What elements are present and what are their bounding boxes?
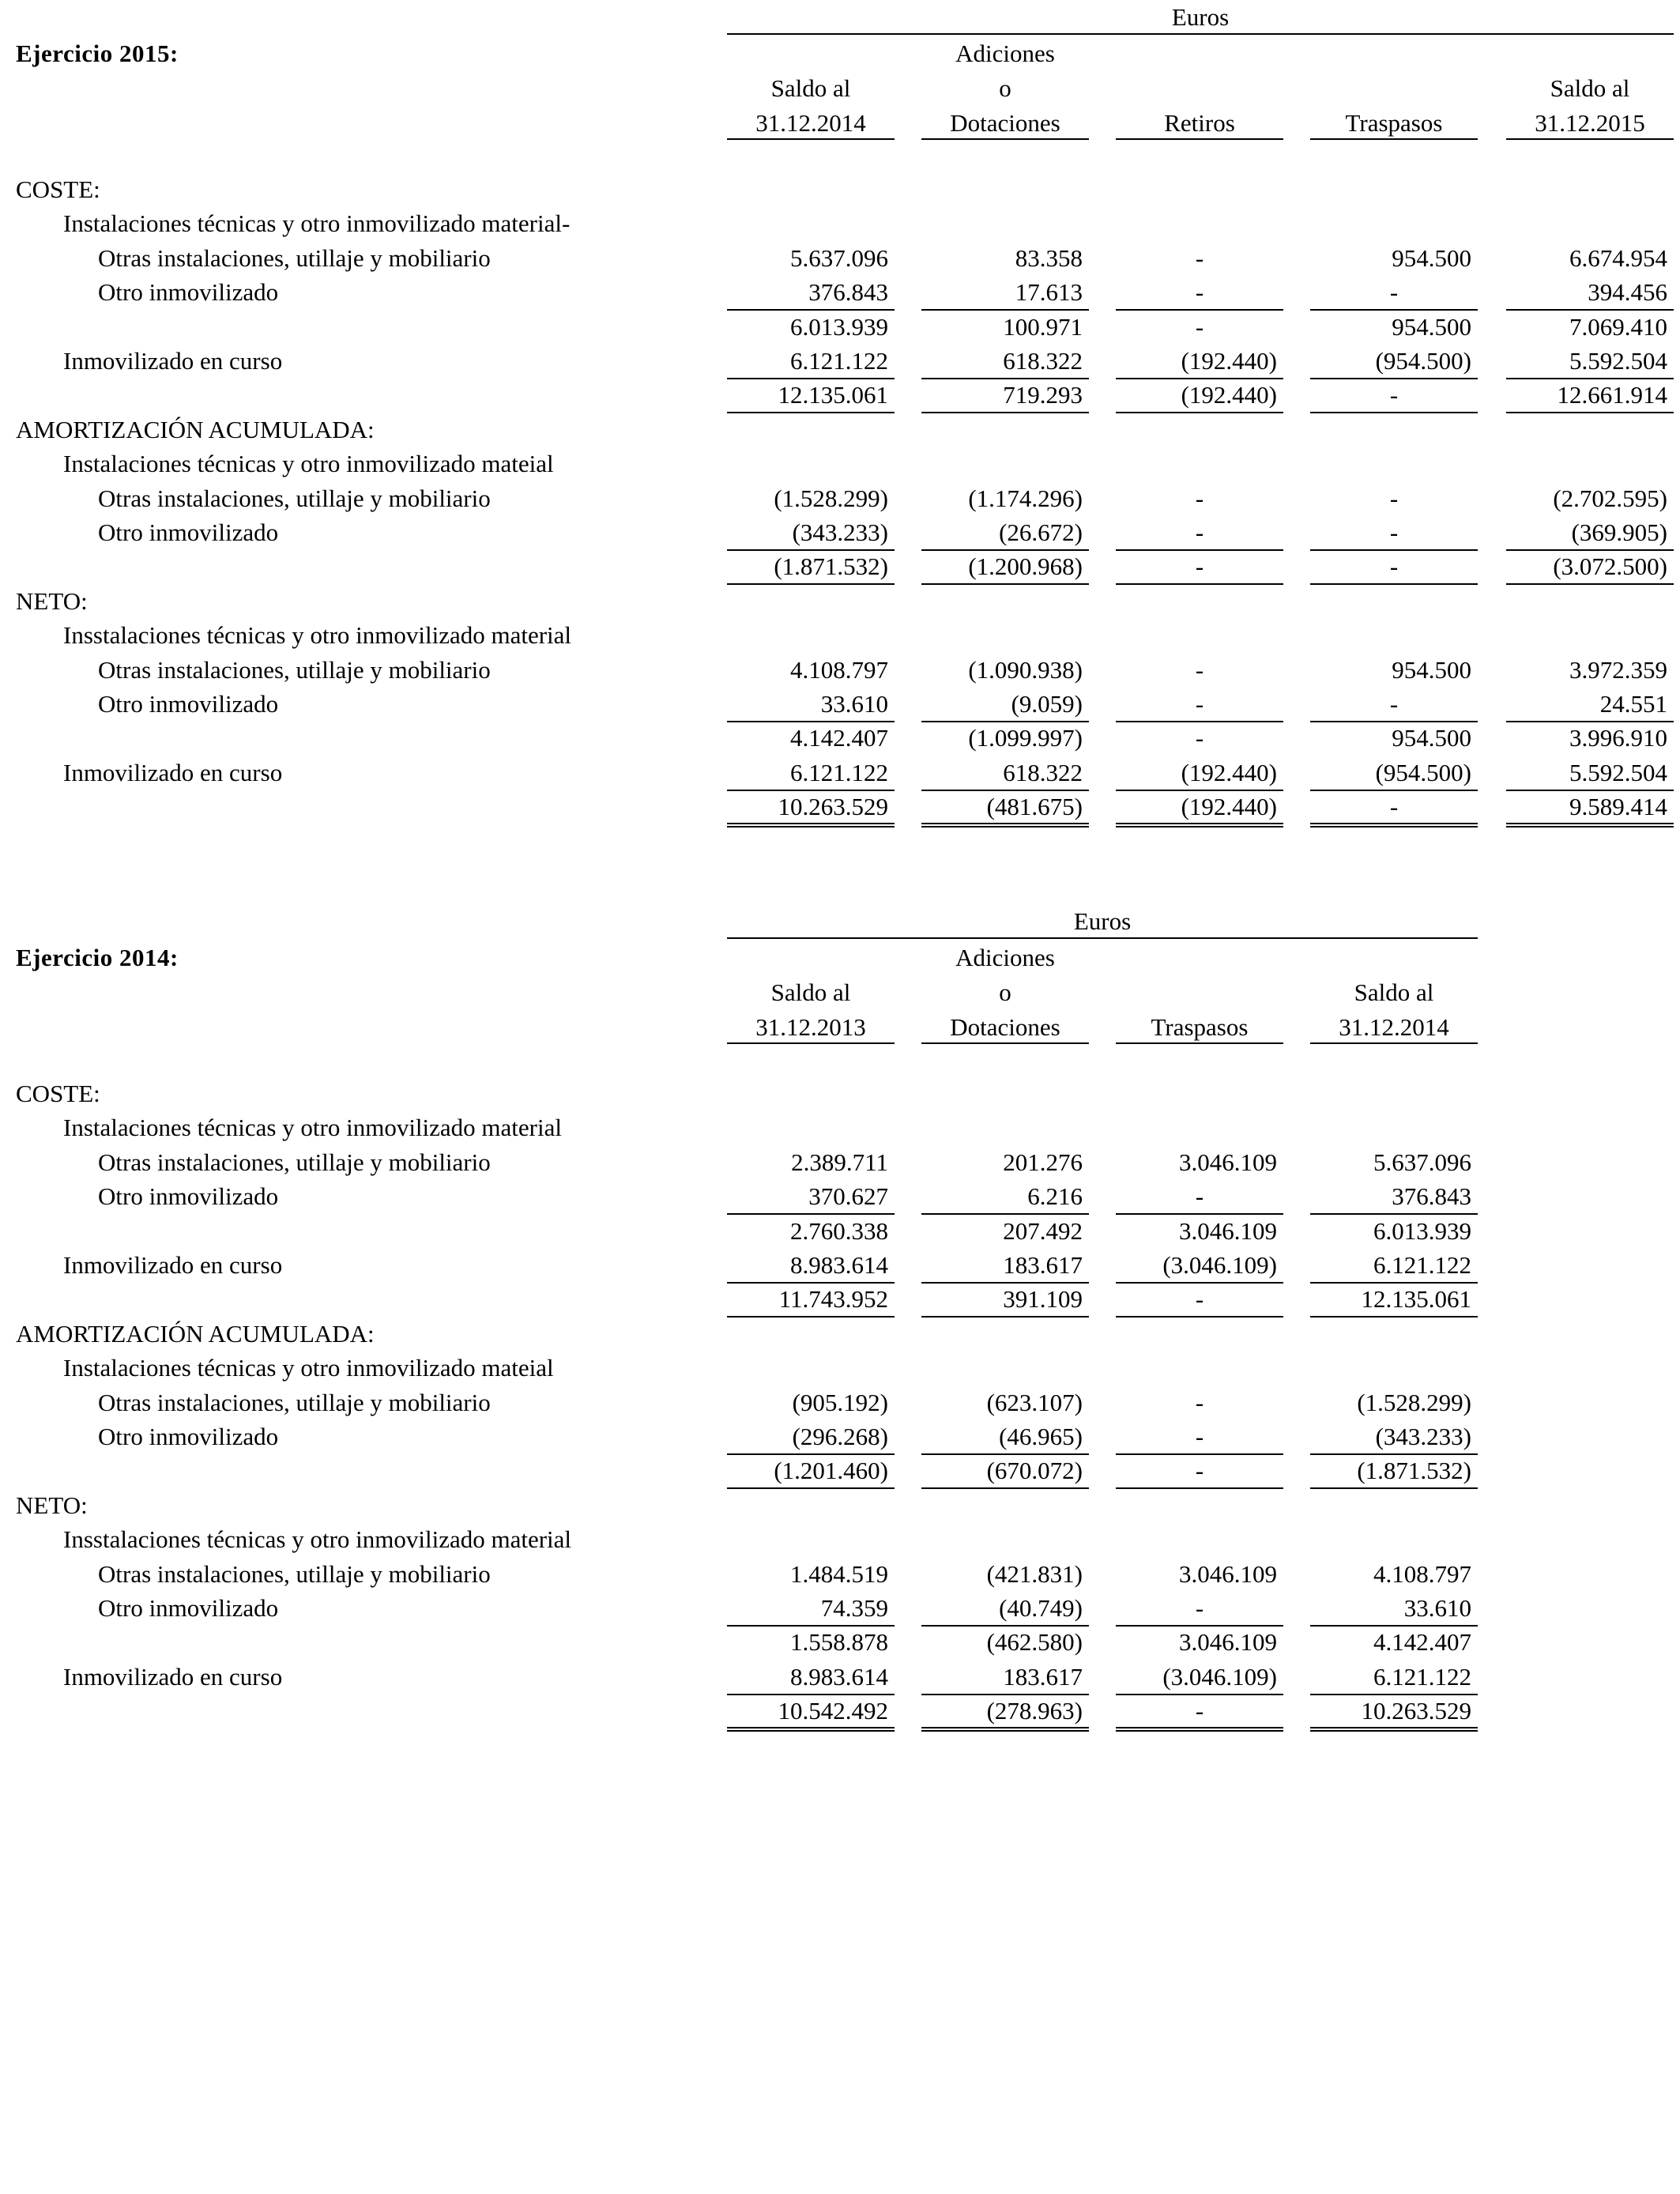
cell-value: - xyxy=(1195,484,1204,512)
section-title: Ejercicio 2015: xyxy=(16,40,179,67)
cell-underline xyxy=(727,412,895,413)
cell-value: (192.440) xyxy=(1181,793,1277,821)
column-header-line: Adiciones xyxy=(955,944,1055,971)
column-header-underline xyxy=(727,1042,895,1044)
cell-value: 17.613 xyxy=(1015,278,1083,307)
cell-value: - xyxy=(1389,278,1399,307)
cell-underline xyxy=(1116,583,1283,585)
cell-value: 5.592.504 xyxy=(1569,758,1667,786)
cell-value: (9.059) xyxy=(1011,690,1083,718)
cell-value: (46.965) xyxy=(999,1423,1083,1450)
cell-value: 954.500 xyxy=(1392,243,1471,272)
cell-value: 618.322 xyxy=(1003,347,1083,375)
column-header-line: Saldo al xyxy=(1550,74,1630,102)
cell-value: 10.263.529 xyxy=(1361,1697,1471,1725)
cell-value: 1.484.519 xyxy=(790,1559,888,1588)
cell-value: 6.121.122 xyxy=(1373,1662,1471,1691)
cell-value: 5.592.504 xyxy=(1569,347,1667,375)
cell-value: 4.142.407 xyxy=(790,724,888,752)
cell-value: - xyxy=(1195,1285,1204,1314)
cell-underline xyxy=(921,412,1089,413)
cell-value: (1.528.299) xyxy=(774,484,888,512)
cell-value: - xyxy=(1195,518,1204,546)
row-label: Otro inmovilizado xyxy=(98,1423,279,1450)
column-header-underline xyxy=(1116,1042,1283,1044)
cell-value: - xyxy=(1389,690,1399,718)
row-heading: Insstalaciones técnicas y otro inmovilizado material xyxy=(63,621,572,650)
cell-value: 5.637.096 xyxy=(790,243,888,272)
cell-value: 370.627 xyxy=(808,1182,888,1211)
row-label: Otras instalaciones, utillaje y mobiliario xyxy=(98,1559,491,1588)
cell-underline xyxy=(1116,1487,1283,1489)
cell-underline xyxy=(727,583,895,585)
currency-header-rule xyxy=(727,937,1478,939)
cell-value: 10.542.492 xyxy=(778,1697,888,1725)
cell-value: (1.871.532) xyxy=(1357,1457,1471,1485)
cell-value: 6.121.122 xyxy=(790,347,888,375)
cell-underline xyxy=(1116,1316,1283,1318)
column-header-line: Traspasos xyxy=(1345,109,1443,137)
cell-value: - xyxy=(1195,655,1204,684)
cell-double-underline xyxy=(1310,1727,1478,1732)
cell-value: - xyxy=(1195,1182,1204,1211)
cell-value: 33.610 xyxy=(1403,1594,1471,1622)
cell-value: (3.072.500) xyxy=(1553,552,1667,581)
cell-value: - xyxy=(1195,1388,1204,1416)
cell-value: 183.617 xyxy=(1003,1251,1083,1279)
cell-underline xyxy=(921,583,1089,585)
cell-value: (462.580) xyxy=(986,1628,1083,1657)
cell-value: (369.905) xyxy=(1571,518,1667,546)
row-heading: Instalaciones técnicas y otro inmovilizado material xyxy=(63,1114,562,1142)
row-label: Otro inmovilizado xyxy=(98,690,279,718)
currency-header: Euros xyxy=(1171,3,1230,31)
section-title: Ejercicio 2014: xyxy=(16,944,179,971)
row-label: Inmovilizado en curso xyxy=(63,758,283,786)
cell-value: 207.492 xyxy=(1003,1216,1083,1245)
row-heading: Insstalaciones técnicas y otro inmovilizado material xyxy=(63,1525,572,1554)
cell-value: (623.107) xyxy=(986,1388,1083,1416)
cell-value: - xyxy=(1195,1697,1204,1725)
cell-underline xyxy=(727,1487,895,1489)
cell-value: (954.500) xyxy=(1375,758,1471,786)
cell-underline xyxy=(1310,1316,1478,1318)
cell-value: 11.743.952 xyxy=(778,1285,888,1314)
cell-value: (192.440) xyxy=(1181,381,1277,409)
cell-value: 183.617 xyxy=(1003,1662,1083,1691)
row-heading: AMORTIZACIÓN ACUMULADA: xyxy=(16,415,375,443)
cell-value: (192.440) xyxy=(1181,347,1277,375)
row-heading: AMORTIZACIÓN ACUMULADA: xyxy=(16,1319,375,1348)
cell-value: (2.702.595) xyxy=(1553,484,1667,512)
row-label: Otro inmovilizado xyxy=(98,1594,279,1622)
cell-value: 1.558.878 xyxy=(790,1628,888,1657)
cell-value: - xyxy=(1195,1594,1204,1622)
row-heading: COSTE: xyxy=(16,1080,100,1107)
row-label: Otro inmovilizado xyxy=(98,518,279,546)
column-header-line: Traspasos xyxy=(1151,1013,1249,1041)
cell-value: (1.528.299) xyxy=(1357,1388,1471,1416)
cell-value: 74.359 xyxy=(820,1594,888,1622)
cell-value: 391.109 xyxy=(1003,1285,1083,1314)
column-header-line: Saldo al xyxy=(1354,978,1434,1006)
row-heading: Instalaciones técnicas y otro inmovilizado material- xyxy=(63,209,571,238)
cell-value: 5.637.096 xyxy=(1373,1148,1471,1176)
cell-value: 12.135.061 xyxy=(778,381,888,409)
cell-value: 6.013.939 xyxy=(1373,1216,1471,1245)
cell-value: (1.201.460) xyxy=(774,1457,888,1485)
cell-underline xyxy=(1310,1487,1478,1489)
cell-value: (1.099.997) xyxy=(968,724,1083,752)
cell-underline xyxy=(1310,412,1478,413)
cell-value: 4.108.797 xyxy=(790,655,888,684)
cell-value: 719.293 xyxy=(1003,381,1083,409)
row-label: Inmovilizado en curso xyxy=(63,1662,283,1691)
cell-double-underline xyxy=(1310,823,1478,827)
cell-value: (670.072) xyxy=(986,1457,1083,1485)
row-label: Otras instalaciones, utillaje y mobiliario xyxy=(98,243,491,272)
cell-value: - xyxy=(1389,381,1399,409)
cell-value: - xyxy=(1195,1457,1204,1485)
cell-value: 12.661.914 xyxy=(1557,381,1667,409)
row-label: Inmovilizado en curso xyxy=(63,347,283,375)
cell-value: 7.069.410 xyxy=(1569,312,1667,341)
cell-value: 4.142.407 xyxy=(1373,1628,1471,1657)
cell-value: (421.831) xyxy=(986,1559,1083,1588)
cell-value: 376.843 xyxy=(808,278,888,307)
cell-value: 2.760.338 xyxy=(790,1216,888,1245)
cell-double-underline xyxy=(1506,823,1674,827)
cell-value: (343.233) xyxy=(792,518,888,546)
cell-value: (905.192) xyxy=(792,1388,888,1416)
cell-value: (481.675) xyxy=(986,793,1083,821)
cell-value: 2.389.711 xyxy=(791,1148,888,1176)
column-header-line: 31.12.2015 xyxy=(1535,109,1645,137)
row-label: Otras instalaciones, utillaje y mobiliario xyxy=(98,484,491,512)
column-header-underline xyxy=(1506,138,1674,140)
column-header-line: o xyxy=(999,74,1011,102)
column-header-line: 31.12.2013 xyxy=(755,1013,866,1041)
cell-underline xyxy=(1506,583,1674,585)
row-label: Otras instalaciones, utillaje y mobiliario xyxy=(98,1148,491,1176)
cell-value: - xyxy=(1389,518,1399,546)
row-heading: COSTE: xyxy=(16,175,100,203)
cell-value: 954.500 xyxy=(1392,655,1471,684)
cell-double-underline xyxy=(727,1727,895,1732)
cell-value: - xyxy=(1195,243,1204,272)
cell-value: 6.216 xyxy=(1027,1182,1083,1211)
cell-value: - xyxy=(1195,724,1204,752)
column-header-line: 31.12.2014 xyxy=(755,109,866,137)
cell-value: (3.046.109) xyxy=(1162,1662,1277,1691)
column-header-line: Saldo al xyxy=(770,74,851,102)
column-header-line: 31.12.2014 xyxy=(1339,1013,1449,1041)
cell-value: - xyxy=(1389,484,1399,512)
cell-value: 618.322 xyxy=(1003,758,1083,786)
cell-double-underline xyxy=(727,823,895,827)
row-label: Otro inmovilizado xyxy=(98,278,279,307)
cell-value: (192.440) xyxy=(1181,758,1277,786)
currency-header-rule xyxy=(727,33,1674,35)
column-header-underline xyxy=(1310,138,1478,140)
cell-value: - xyxy=(1389,552,1399,581)
cell-value: 9.589.414 xyxy=(1569,793,1667,821)
cell-value: - xyxy=(1195,690,1204,718)
cell-value: 954.500 xyxy=(1392,724,1471,752)
column-header-underline xyxy=(921,138,1089,140)
column-header-line: Saldo al xyxy=(770,978,851,1006)
cell-value: 24.551 xyxy=(1599,690,1667,718)
cell-value: 6.121.122 xyxy=(1373,1251,1471,1279)
cell-double-underline xyxy=(1116,823,1283,827)
row-heading: Instalaciones técnicas y otro inmovilizado mateial xyxy=(63,1354,554,1382)
column-header-underline xyxy=(727,138,895,140)
cell-value: 3.046.109 xyxy=(1179,1559,1277,1588)
cell-value: 3.972.359 xyxy=(1569,655,1667,684)
column-header-underline xyxy=(921,1042,1089,1044)
cell-value: 394.456 xyxy=(1588,278,1667,307)
cell-value: 3.046.109 xyxy=(1179,1628,1277,1657)
cell-value: 100.971 xyxy=(1003,312,1083,341)
cell-value: (40.749) xyxy=(999,1594,1083,1622)
cell-underline xyxy=(1116,412,1283,413)
cell-underline xyxy=(727,1316,895,1318)
cell-value: 8.983.614 xyxy=(790,1251,888,1279)
cell-value: 6.013.939 xyxy=(790,312,888,341)
row-label: Otras instalaciones, utillaje y mobiliario xyxy=(98,1388,491,1416)
cell-underline xyxy=(1506,412,1674,413)
column-header-line: Adiciones xyxy=(955,40,1055,67)
row-heading: Instalaciones técnicas y otro inmovilizado mateial xyxy=(63,450,554,478)
row-heading: NETO: xyxy=(16,1491,88,1519)
cell-underline xyxy=(1310,583,1478,585)
cell-value: 954.500 xyxy=(1392,312,1471,341)
cell-value: (954.500) xyxy=(1375,347,1471,375)
cell-value: (1.174.296) xyxy=(968,484,1083,512)
cell-value: (1.871.532) xyxy=(774,552,888,581)
column-header-underline xyxy=(1116,138,1283,140)
cell-underline xyxy=(921,1316,1089,1318)
currency-header: Euros xyxy=(1073,907,1132,935)
cell-value: 8.983.614 xyxy=(790,1662,888,1691)
column-header-line: Retiros xyxy=(1164,109,1235,137)
cell-value: - xyxy=(1389,793,1399,821)
row-label: Inmovilizado en curso xyxy=(63,1251,283,1279)
cell-value: 6.121.122 xyxy=(790,758,888,786)
column-header-line: o xyxy=(999,978,1011,1006)
column-header-line: Dotaciones xyxy=(950,109,1060,137)
cell-value: - xyxy=(1195,1423,1204,1450)
cell-value: 3.046.109 xyxy=(1179,1216,1277,1245)
row-label: Otras instalaciones, utillaje y mobiliario xyxy=(98,655,491,684)
cell-value: 376.843 xyxy=(1392,1182,1471,1211)
cell-value: 3.996.910 xyxy=(1569,724,1667,752)
cell-value: 10.263.529 xyxy=(778,793,888,821)
cell-value: (343.233) xyxy=(1375,1423,1471,1450)
cell-value: 83.358 xyxy=(1015,243,1083,272)
cell-value: (1.200.968) xyxy=(968,552,1083,581)
cell-double-underline xyxy=(1116,1727,1283,1732)
column-header-line: Dotaciones xyxy=(950,1013,1060,1041)
column-header-underline xyxy=(1310,1042,1478,1044)
cell-value: (26.672) xyxy=(999,518,1083,546)
cell-value: 33.610 xyxy=(820,690,888,718)
cell-value: 12.135.061 xyxy=(1361,1285,1471,1314)
cell-double-underline xyxy=(921,823,1089,827)
cell-value: - xyxy=(1195,552,1204,581)
cell-value: - xyxy=(1195,312,1204,341)
cell-value: (1.090.938) xyxy=(968,655,1083,684)
cell-double-underline xyxy=(921,1727,1089,1732)
cell-underline xyxy=(921,1487,1089,1489)
cell-value: 4.108.797 xyxy=(1373,1559,1471,1588)
cell-value: 201.276 xyxy=(1003,1148,1083,1176)
row-label: Otro inmovilizado xyxy=(98,1182,279,1211)
cell-value: (278.963) xyxy=(986,1697,1083,1725)
cell-value: 6.674.954 xyxy=(1569,243,1667,272)
cell-value: (296.268) xyxy=(792,1423,888,1450)
cell-value: (3.046.109) xyxy=(1162,1251,1277,1279)
cell-value: - xyxy=(1195,278,1204,307)
cell-value: 3.046.109 xyxy=(1179,1148,1277,1176)
row-heading: NETO: xyxy=(16,586,88,615)
